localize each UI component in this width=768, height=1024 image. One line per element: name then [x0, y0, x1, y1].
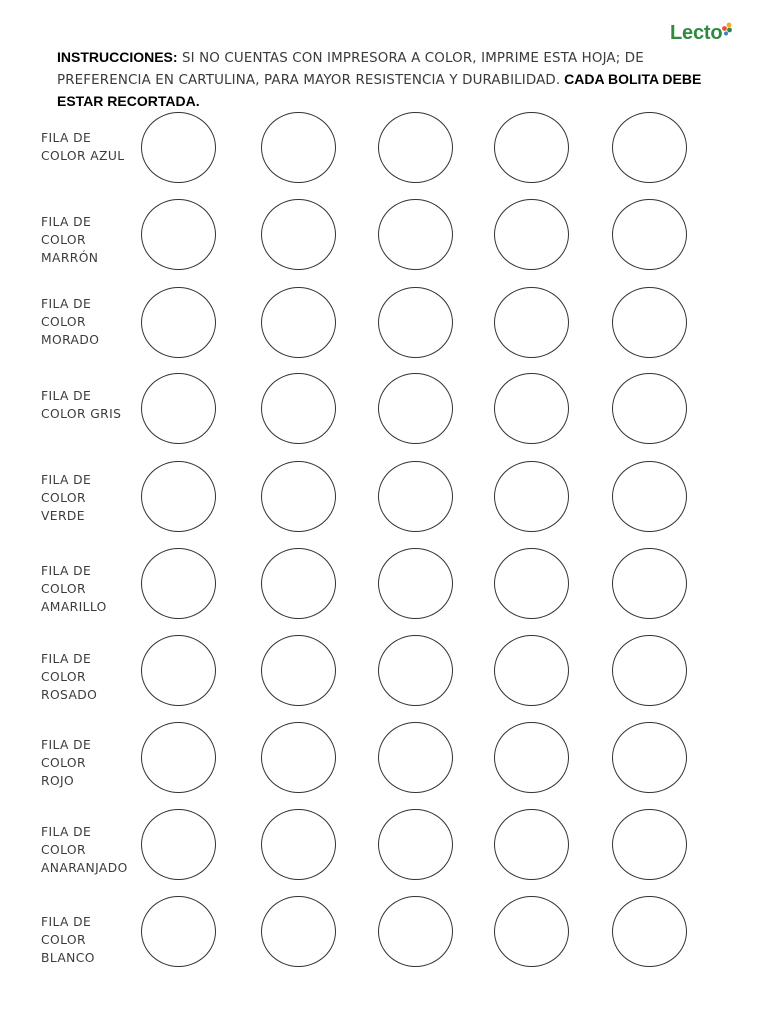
cutout-circle: [261, 722, 336, 793]
row-label-line: FILA DE: [41, 564, 92, 578]
row-label: [41, 387, 151, 423]
cutout-circle: [261, 461, 336, 532]
cutout-circle: [261, 896, 336, 967]
cutout-circle: [141, 722, 216, 793]
row-label: [41, 913, 151, 967]
row-label-line: VERDE: [41, 509, 85, 523]
instructions-body: SI NO CUENTAS CON IMPRESORA A COLOR, IMPRIME ESTA HOJA; DE PREFERENCIA EN CARTULINA, PARA MAYOR RESISTENCIA Y DURABILIDAD.: [57, 51, 644, 88]
logo-dot: [724, 32, 728, 36]
cutout-circle: [378, 287, 453, 358]
cutout-circle: [261, 548, 336, 619]
cutout-circle: [612, 199, 687, 270]
row-label-line: COLOR: [41, 670, 86, 684]
cutout-circle: [378, 199, 453, 270]
logo-text: Lecto: [670, 22, 723, 44]
row-label: [41, 471, 151, 525]
row-label-line: FILA DE: [41, 389, 92, 403]
cutout-circle: [612, 373, 687, 444]
row-label-line: FILA DE: [41, 297, 92, 311]
cutout-circle: [494, 112, 569, 183]
cutout-circle: [612, 809, 687, 880]
cutout-circle: [612, 287, 687, 358]
row-label-line: FILA DE: [41, 215, 92, 229]
cutout-circle: [378, 896, 453, 967]
row-label-line: FILA DE: [41, 825, 92, 839]
cutout-circle: [494, 287, 569, 358]
logo-dots-icon: [720, 22, 734, 36]
cutout-circle: [261, 112, 336, 183]
cutout-circle: [141, 373, 216, 444]
cutout-circle: [494, 199, 569, 270]
cutout-circle: [612, 461, 687, 532]
row-label-line: COLOR: [41, 582, 86, 596]
row-label-line: COLOR: [41, 933, 86, 947]
cutout-circle: [494, 548, 569, 619]
logo-dot: [727, 23, 732, 28]
cutout-circle: [494, 635, 569, 706]
instructions-label: INSTRUCCIONES:: [57, 49, 178, 65]
row-label-line: ANARANJADO: [41, 861, 128, 875]
cutout-circle: [378, 373, 453, 444]
row-label-line: AMARILLO: [41, 600, 107, 614]
cutout-circle: [612, 896, 687, 967]
row-label-line: FILA DE: [41, 652, 92, 666]
cutout-circle: [612, 548, 687, 619]
row-label-line: FILA DE: [41, 738, 92, 752]
cutout-circle: [141, 896, 216, 967]
row-label-line: FILA DE: [41, 473, 92, 487]
row-label-line: COLOR GRIS: [41, 407, 122, 421]
row-label-line: COLOR: [41, 756, 86, 770]
instructions-paragraph: [57, 47, 717, 113]
cutout-circle: [141, 809, 216, 880]
cutout-circle: [612, 722, 687, 793]
row-label-line: ROSADO: [41, 688, 98, 702]
row-label: [41, 823, 151, 877]
cutout-circle: [261, 287, 336, 358]
cutout-circle: [141, 112, 216, 183]
cutout-circle: [141, 635, 216, 706]
row-label: [41, 213, 151, 267]
row-label-line: COLOR: [41, 843, 86, 857]
row-label: [41, 129, 151, 165]
cutout-circle: [141, 287, 216, 358]
instructions-emphasis: CADA BOLITA DEBE ESTAR RECORTADA.: [57, 71, 702, 109]
cutout-circle: [378, 809, 453, 880]
cutout-circle: [494, 896, 569, 967]
row-label-line: COLOR: [41, 233, 86, 247]
cutout-circle: [494, 722, 569, 793]
cutout-circle: [494, 373, 569, 444]
logo-dot: [727, 28, 732, 33]
logo-dot: [722, 26, 727, 31]
cutout-circle: [141, 461, 216, 532]
row-label-line: BLANCO: [41, 951, 95, 965]
row-label: [41, 562, 151, 616]
cutout-circle: [494, 461, 569, 532]
row-label: [41, 295, 151, 349]
cutout-circle: [378, 548, 453, 619]
cutout-circle: [378, 635, 453, 706]
cutout-circle: [494, 809, 569, 880]
cutout-circle: [378, 112, 453, 183]
row-label-line: MORADO: [41, 333, 100, 347]
row-label-line: FILA DE: [41, 131, 92, 145]
row-label-line: ROJO: [41, 774, 75, 788]
row-label-line: COLOR AZUL: [41, 149, 125, 163]
row-label-line: COLOR: [41, 491, 86, 505]
cutout-circle: [261, 635, 336, 706]
cutout-circle: [378, 461, 453, 532]
cutout-circle: [141, 199, 216, 270]
cutout-circle: [261, 373, 336, 444]
cutout-circle: [261, 199, 336, 270]
row-label-line: COLOR: [41, 315, 86, 329]
row-label-line: MARRÓN: [41, 251, 99, 265]
cutout-circle: [141, 548, 216, 619]
cutout-circle: [612, 635, 687, 706]
cutout-circle: [612, 112, 687, 183]
row-label: [41, 650, 151, 704]
cutout-circle: [378, 722, 453, 793]
row-label-line: FILA DE: [41, 915, 92, 929]
cutout-circle: [261, 809, 336, 880]
row-label: [41, 736, 151, 790]
